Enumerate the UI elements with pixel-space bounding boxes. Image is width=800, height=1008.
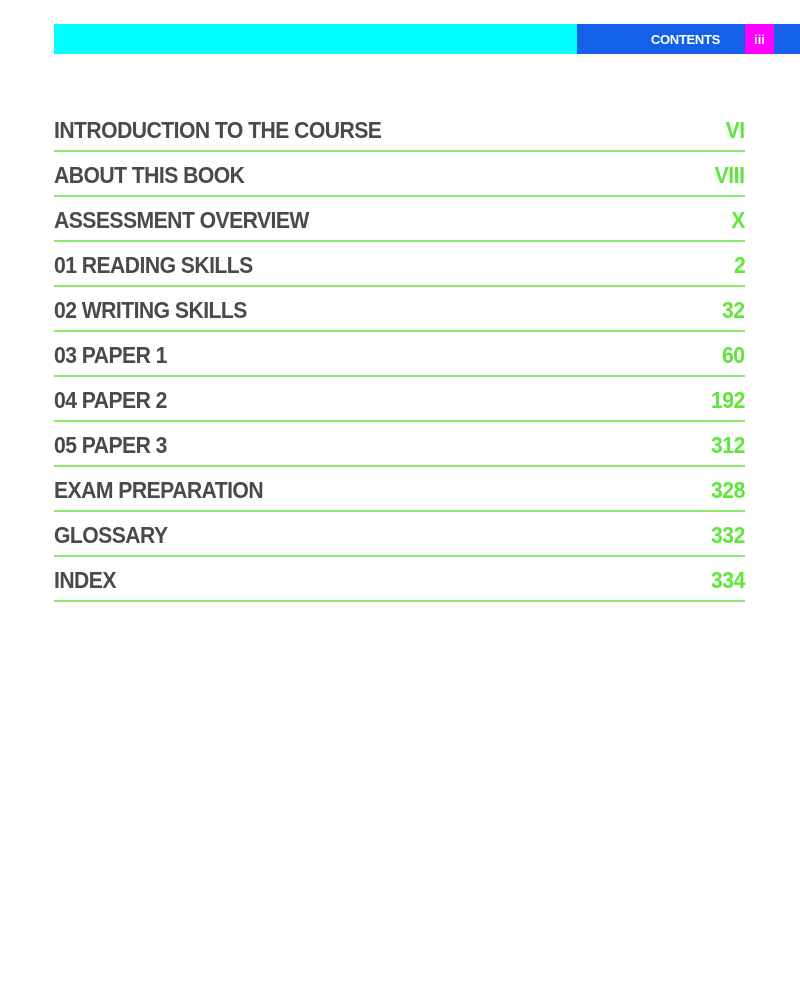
toc-entry-page: 2 xyxy=(733,251,745,278)
toc-entry-page: 334 xyxy=(711,566,745,593)
toc-entry-page: 332 xyxy=(711,521,745,548)
toc-entry-page: 192 xyxy=(711,386,745,413)
toc-entry-title: INTRODUCTION TO THE COURSE xyxy=(54,116,382,143)
toc-entry-paper-1[interactable] xyxy=(54,333,745,377)
section-label: CONTENTS xyxy=(650,31,720,47)
toc-entry-title: 03 PAPER 1 xyxy=(54,341,167,368)
toc-entry-page: 312 xyxy=(711,431,745,458)
toc-entry-exam-preparation[interactable] xyxy=(54,468,745,512)
toc-entry-page: 328 xyxy=(711,476,745,503)
toc-entry-about-this-book[interactable] xyxy=(54,153,745,197)
toc-entry-title: 05 PAPER 3 xyxy=(54,431,167,458)
toc-entry-title: ASSESSMENT OVERVIEW xyxy=(54,206,309,233)
toc-entry-title: 01 READING SKILLS xyxy=(54,251,253,278)
toc-entry-assessment-overview[interactable] xyxy=(54,198,745,242)
header-tail-bar xyxy=(774,24,800,54)
toc-entry-title: 04 PAPER 2 xyxy=(54,386,167,413)
header-section-bar xyxy=(577,24,745,54)
toc-entry-page: 60 xyxy=(722,341,745,368)
toc-entry-page: X xyxy=(731,206,745,233)
toc-entry-title: EXAM PREPARATION xyxy=(54,476,264,503)
toc-entry-page: VI xyxy=(725,116,745,143)
table-of-contents xyxy=(54,108,745,602)
toc-entry-index[interactable] xyxy=(54,558,745,602)
toc-entry-reading-skills[interactable] xyxy=(54,243,745,287)
toc-entry-writing-skills[interactable] xyxy=(54,288,745,332)
toc-entry-paper-2[interactable] xyxy=(54,378,745,422)
page-number-badge: iii xyxy=(745,24,774,54)
toc-entry-title: ABOUT THIS BOOK xyxy=(54,161,245,188)
page-header-band xyxy=(54,24,800,54)
toc-entry-title: GLOSSARY xyxy=(54,521,168,548)
toc-entry-paper-3[interactable] xyxy=(54,423,745,467)
toc-entry-page: 32 xyxy=(722,296,745,323)
header-cyan-bar xyxy=(54,24,577,54)
toc-entry-glossary[interactable] xyxy=(54,513,745,557)
toc-entry-title: INDEX xyxy=(54,566,116,593)
toc-entry-introduction[interactable] xyxy=(54,108,745,152)
toc-entry-page: VIII xyxy=(715,161,745,188)
toc-entry-title: 02 WRITING SKILLS xyxy=(54,296,247,323)
